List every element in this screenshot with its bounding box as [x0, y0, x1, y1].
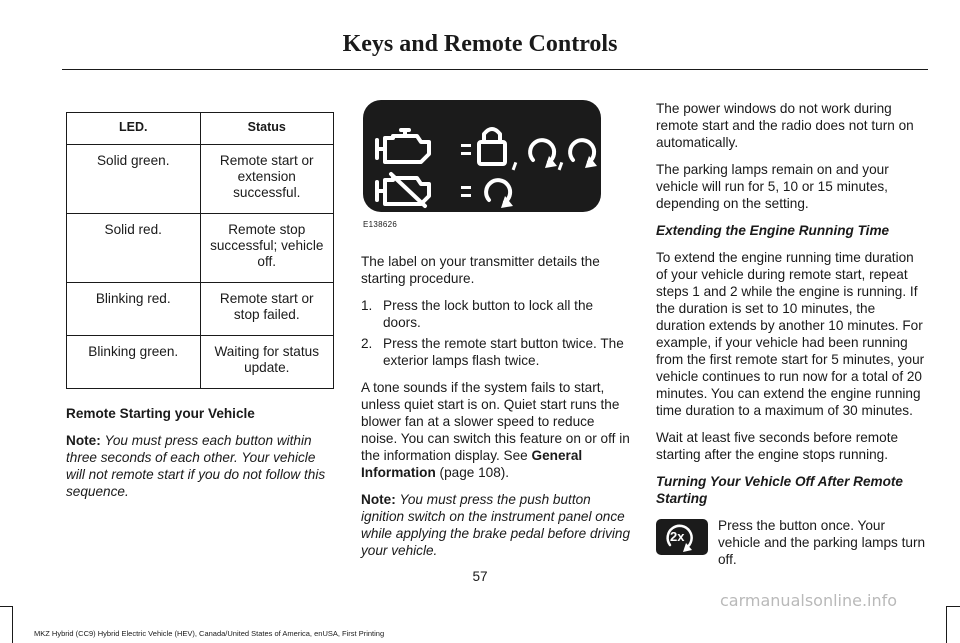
led-status-table: [66, 112, 334, 389]
table-cell-led: Solid green.: [67, 145, 201, 214]
step-text: Press the lock button to lock all the doors.: [383, 298, 594, 330]
right-column: [656, 100, 928, 568]
note-text: You must press the push button ignition switch on the instrument panel once while applying the brake pedal before driving your vehicle.: [361, 492, 631, 558]
section-title-extending: Extending the Engine Running Time: [656, 223, 890, 238]
table-cell-status: Remote start or stop failed.: [200, 283, 334, 336]
section-title-turning-off: Turning Your Vehicle Off After Remote Starting: [656, 474, 903, 506]
paragraph-power-windows: The power windows do not work during remote start and the radio does not turn on automatically.: [656, 101, 914, 150]
table-cell-status: Waiting for status update.: [200, 336, 334, 389]
press-button-row: [656, 517, 928, 568]
tone-text: A tone sounds if the system fails to start, unless quiet start is on. Quiet start runs the blower fan at a slower speed to reduce noise. You can switch this feature on or off in the information display. See: [361, 380, 630, 463]
page-number: 57: [472, 569, 488, 584]
icon-label: 2x: [670, 529, 685, 544]
crop-mark: [12, 606, 13, 643]
steps-list: [361, 297, 631, 369]
list-item: [361, 297, 631, 331]
table-row: [67, 145, 334, 214]
table-row: [67, 336, 334, 389]
step-number: 1.: [361, 298, 373, 313]
tone-paragraph: [361, 379, 631, 481]
step-number: 2.: [361, 336, 373, 351]
crop-mark: [0, 606, 13, 607]
crop-mark: [946, 606, 960, 607]
paragraph-extend-duration: To extend the engine running time duration of your vehicle during remote start, repeat steps 1 and 2 while the engine is running. If the duration is set to 10 minutes, the duration extends by another 10 minutes. For example, if your vehicle had been running from the first remote start for 5 minutes, your vehicle continues to run now for a total of 20 minutes. You can extend the engine running time duration to a maximum of 30 minutes.: [656, 250, 925, 418]
press-twice-icon: [656, 519, 708, 555]
left-column: [66, 112, 336, 510]
table-header-led: LED.: [67, 113, 201, 145]
table-row: [67, 214, 334, 283]
table-row: [67, 283, 334, 336]
table-cell-status: Remote stop successful; vehicle off.: [200, 214, 334, 283]
page-reference: (page 108).: [435, 465, 510, 480]
remote-start-sequence-icon: [363, 100, 601, 212]
table-cell-led: Blinking green.: [67, 336, 201, 389]
header-divider: [62, 69, 928, 70]
note-paragraph: [361, 491, 631, 559]
watermark: carmanualsonline.info: [720, 591, 898, 610]
middle-column: [361, 100, 631, 569]
table-cell-led: Solid red.: [67, 214, 201, 283]
note-text: You must press each button within three seconds of each other. Your vehicle will not remote start if you do not follow this sequence.: [66, 433, 326, 499]
table-header-status: Status: [200, 113, 334, 145]
transmitter-label-illustration: [363, 100, 601, 212]
table-cell-status: Remote start or extension successful.: [200, 145, 334, 214]
footer-text: MKZ Hybrid (CC9) Hybrid Electric Vehicle (HEV), Canada/United States of America, enUSA, First Printing: [34, 629, 385, 638]
note-label: Note:: [361, 492, 396, 507]
paragraph-wait: Wait at least five seconds before remote starting after the engine stops running.: [656, 430, 899, 462]
note-label: Note:: [66, 433, 101, 448]
section-title-remote-starting: Remote Starting your Vehicle: [66, 406, 255, 421]
intro-paragraph: The label on your transmitter details the starting procedure.: [361, 254, 600, 286]
table-header-row: [67, 113, 334, 145]
note-paragraph: [66, 432, 336, 500]
paragraph-parking-lamps: The parking lamps remain on and your vehicle will run for 5, 10 or 15 minutes, depending on the setting.: [656, 162, 889, 211]
step-text: Press the remote start button twice. The exterior lamps flash twice.: [383, 336, 624, 368]
crop-mark: [946, 606, 947, 643]
general-information-link[interactable]: General Information: [361, 448, 583, 480]
page-title: Keys and Remote Controls: [342, 31, 618, 57]
table-cell-led: Blinking red.: [67, 283, 201, 336]
list-item: [361, 335, 631, 369]
image-id-label: E138626: [363, 220, 398, 229]
paragraph-press-once: Press the button once. Your vehicle and the parking lamps turn off.: [718, 518, 926, 567]
